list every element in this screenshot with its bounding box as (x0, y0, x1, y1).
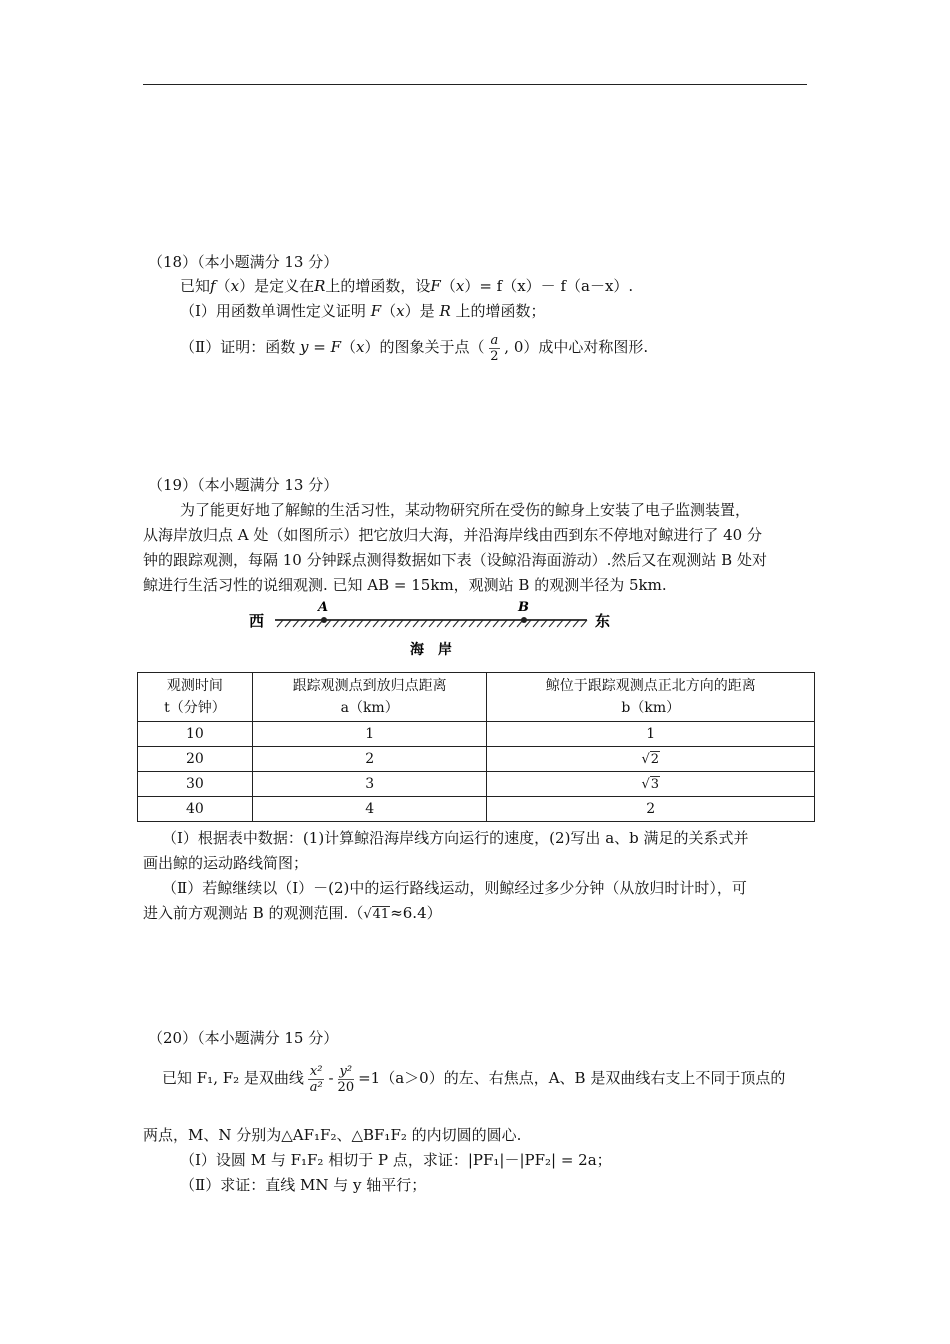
point-a-label: A (318, 600, 329, 615)
coast-hatch (533, 620, 539, 627)
coast-hatch (453, 620, 459, 627)
coast-hatch (461, 620, 467, 627)
q18-line1: 已知f（x）是定义在R上的增函数，设F（x）= f（x）－ f（a－x）. (180, 277, 634, 295)
cell-a: 1 (252, 722, 487, 747)
q19-part1-line1: （Ⅰ）根据表中数据：(1)计算鲸沿海岸线方向运行的速度，(2)写出 a、b 满足的关系式并 (162, 829, 749, 847)
coast-hatch (405, 620, 411, 627)
header-time: 观测时间 t（分钟） (138, 673, 253, 722)
header-distance-a: 跟踪观测点到放归点距离 a（km） (252, 673, 487, 722)
coast-hatch (485, 620, 491, 627)
q19-paragraph-line2: 从海岸放归点 A 处（如图所示）把它放归大海，并沿海岸线由西到东不停地对鲸进行了 40 分 (143, 526, 762, 544)
q20-header: （20）（本小题满分 15 分） (148, 1029, 339, 1047)
east-label: 东 (595, 612, 611, 630)
coast-hatch (357, 620, 363, 627)
q19-part2-line1: （Ⅱ）若鲸继续以（Ⅰ）－(2)中的运行路线运动，则鲸经过多少分钟（从放归时计时），可 (162, 879, 747, 897)
q20-part1: （Ⅰ）设圆 M 与 F₁F₂ 相切于 P 点，求证：|PF₁|－|PF₂| = 2a； (180, 1151, 612, 1169)
point-b-dot (521, 617, 527, 623)
coast-hatch (573, 620, 579, 627)
coast-caption: 海 岸 (410, 642, 452, 658)
coast-hatch (549, 620, 555, 627)
cell-b: √2 (487, 747, 815, 772)
q18-header: （18）（本小题满分 13 分） (148, 253, 339, 271)
coast-hatch (421, 620, 427, 627)
q20-fraction-y: $\frac{\text{y²}}{20}$ (337, 1063, 355, 1095)
coast-hatch (301, 620, 307, 627)
west-label: 西 (249, 612, 265, 630)
coast-hatch (381, 620, 387, 627)
coast-hatch (349, 620, 355, 627)
cell-t: 30 (138, 772, 253, 797)
coast-hatch (333, 620, 339, 627)
q19-paragraph-line1: 为了能更好地了解鲸的生活习性，某动物研究所在受伤的鲸身上安装了电子监测装置， (180, 501, 751, 519)
q18-fraction: $\frac{a}{2}$ (490, 332, 499, 364)
coast-hatch (509, 620, 515, 627)
cell-t: 10 (138, 722, 253, 747)
q19-header: （19）（本小题满分 13 分） (148, 476, 339, 494)
coast-hatch (277, 620, 283, 627)
coast-hatch (429, 620, 435, 627)
coast-hatch (341, 620, 347, 627)
coast-hatch (285, 620, 291, 627)
q19-part2-line2: 进入前方观测站 B 的观测范围.（√41≈6.4） (143, 904, 442, 922)
coast-hatch (365, 620, 371, 627)
cell-b: √3 (487, 772, 815, 797)
coast-hatch (493, 620, 499, 627)
q20-part2: （Ⅱ）求证：直线 MN 与 y 轴平行； (180, 1176, 427, 1194)
point-b-label: B (518, 600, 529, 615)
cell-t: 40 (138, 797, 253, 822)
cell-a: 4 (252, 797, 487, 822)
top-rule (143, 84, 807, 85)
q20-line2: 两点，M、N 分别为△AF₁F₂、△BF₁F₂ 的内切圆的圆心. (143, 1126, 522, 1144)
table-row (138, 797, 815, 822)
table-row (138, 722, 815, 747)
header-distance-b: 鲸位于跟踪观测点正北方向的距离 b（km） (487, 673, 815, 722)
q19-paragraph-line3: 钟的跟踪观测，每隔 10 分钟踩点测得数据如下表（设鲸沿海面游动）.然后又在观测站 B 处对 (143, 551, 767, 569)
coast-hatch (501, 620, 507, 627)
coast-hatch (413, 620, 419, 627)
coast-hatch (565, 620, 571, 627)
coast-diagram (245, 598, 625, 662)
cell-a: 2 (252, 747, 487, 772)
coast-hatch (397, 620, 403, 627)
cell-a: 3 (252, 772, 487, 797)
coast-hatch (373, 620, 379, 627)
coast-hatch (469, 620, 475, 627)
table-row (138, 772, 815, 797)
q20-line1: 已知 F₁, F₂ 是双曲线 $\frac{\text{x²}}{\text{a²}}$ - $\frac{\text{y²}}{20}$ =1（a＞0）的左、右焦点，A、B 是双曲线右支上不同于顶点的 (162, 1063, 786, 1095)
coast-hatch (541, 620, 547, 627)
coast-hatch (581, 620, 587, 627)
coast-hatch (389, 620, 395, 627)
cell-b: 2 (487, 797, 815, 822)
q18-part1: （Ⅰ）用函数单调性定义证明 F（x）是 R 上的增函数； (180, 302, 546, 320)
q19-paragraph-line4: 鲸进行生活习性的说细观测. 已知 AB = 15km，观测站 B 的观测半径为 5km. (143, 576, 667, 594)
coast-hatch (445, 620, 451, 627)
coast-hatch (437, 620, 443, 627)
coast-hatch (293, 620, 299, 627)
coast-hatch (309, 620, 315, 627)
q18-part2: （Ⅱ）证明：函数 y = F（x）的图象关于点（ $\frac{a}{2}$ , 0）成中心对称图形. (180, 332, 649, 364)
cell-b: 1 (487, 722, 815, 747)
coast-hatch (557, 620, 563, 627)
table-header-row (138, 673, 815, 722)
coast-hatch (477, 620, 483, 627)
q19-part1-line2: 画出鲸的运动路线简图； (143, 854, 309, 872)
table-row (138, 747, 815, 772)
point-a-dot (321, 617, 327, 623)
cell-t: 20 (138, 747, 253, 772)
observation-table (137, 672, 815, 822)
q20-fraction-x: $\frac{\text{x²}}{\text{a²}}$ (309, 1063, 323, 1095)
